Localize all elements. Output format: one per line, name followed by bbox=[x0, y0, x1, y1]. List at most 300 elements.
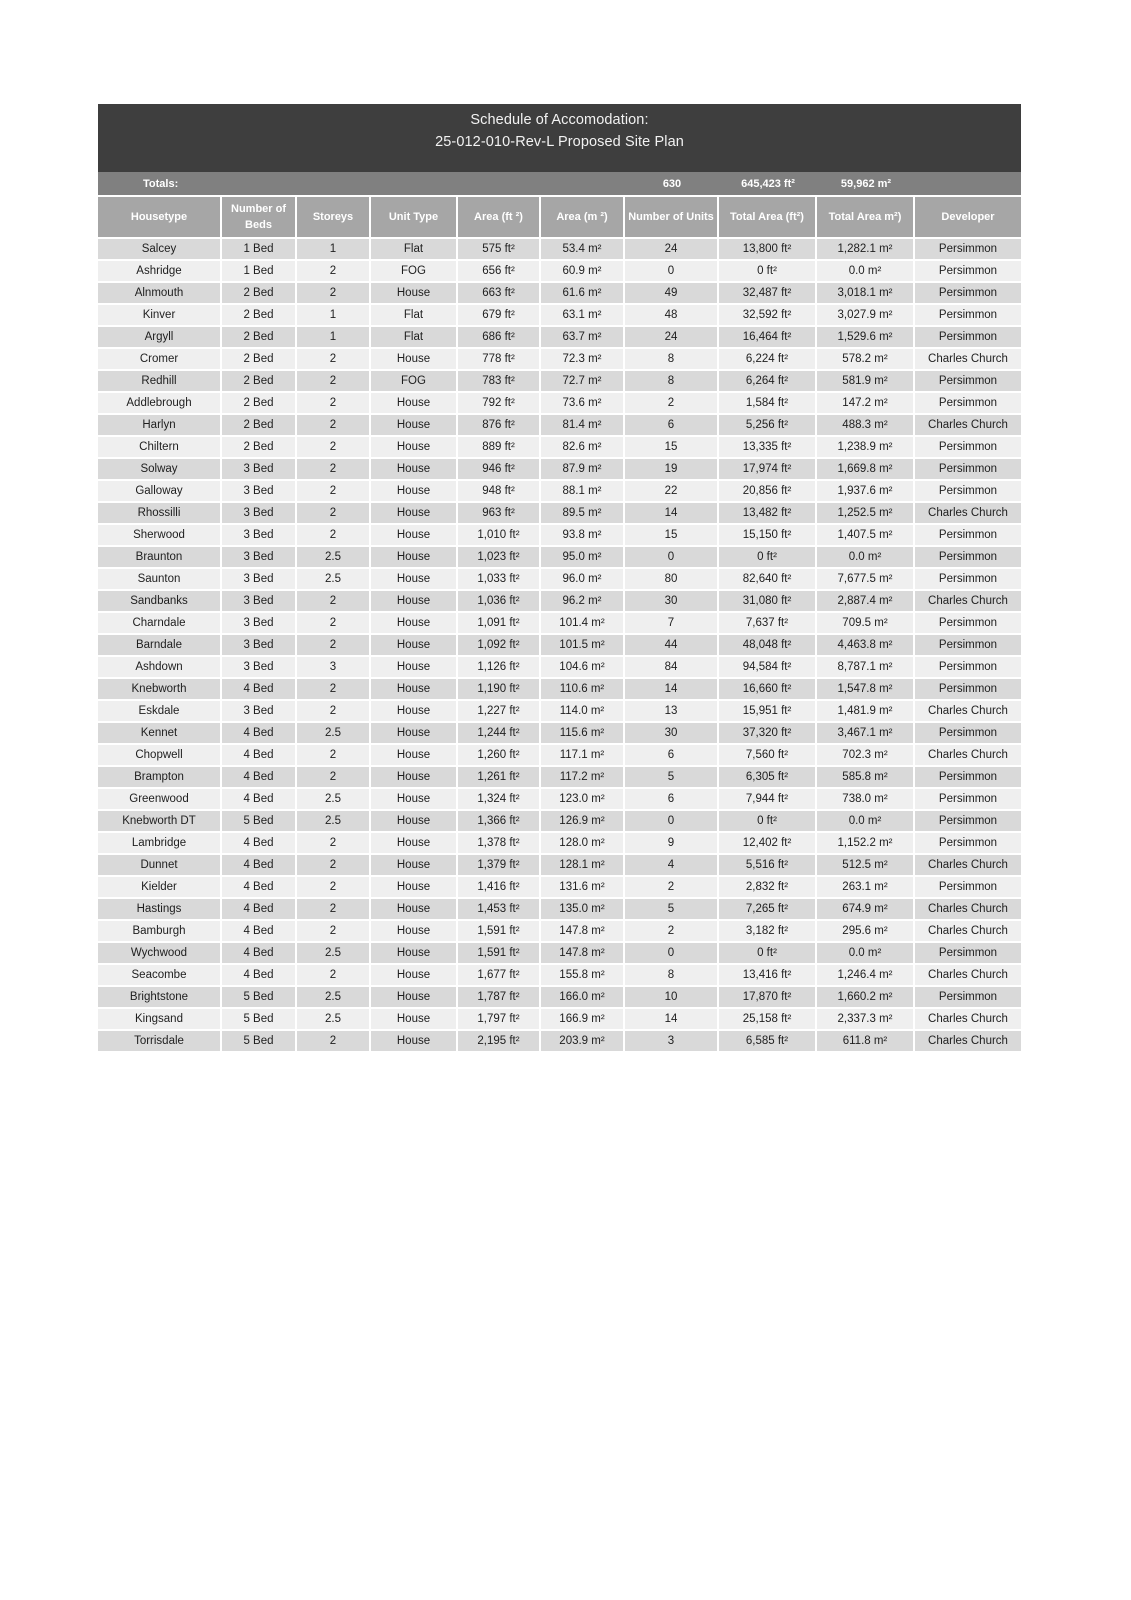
col-storeys-cell: 2.5 bbox=[297, 569, 371, 591]
col-area-ft-cell: 792 ft² bbox=[458, 393, 541, 415]
col-units-cell: 2 bbox=[625, 877, 719, 899]
table-row bbox=[98, 547, 1021, 569]
col-developer-cell: Charles Church bbox=[915, 415, 1021, 437]
table-row bbox=[98, 459, 1021, 481]
col-total-ft-cell: 94,584 ft² bbox=[719, 657, 817, 679]
col-storeys-cell: 2 bbox=[297, 635, 371, 657]
col-total-m-cell: 147.2 m² bbox=[817, 393, 915, 415]
col-unit-type-cell: House bbox=[371, 459, 458, 481]
schedule-sheet bbox=[98, 104, 1021, 1053]
col-storeys-cell: 2 bbox=[297, 349, 371, 371]
col-unit-type-cell: House bbox=[371, 1031, 458, 1053]
col-area-m-cell: 110.6 m² bbox=[541, 679, 625, 701]
col-units-cell: 24 bbox=[625, 239, 719, 261]
col-beds-cell: 5 Bed bbox=[222, 1009, 297, 1031]
col-beds-cell: 2 Bed bbox=[222, 283, 297, 305]
col-units-header: Number of Units bbox=[625, 195, 719, 239]
col-total-m-cell: 0.0 m² bbox=[817, 261, 915, 283]
col-units-cell: 3 bbox=[625, 1031, 719, 1053]
col-beds-cell: 2 Bed bbox=[222, 437, 297, 459]
table-row bbox=[98, 943, 1021, 965]
col-developer-cell: Persimmon bbox=[915, 305, 1021, 327]
col-unit-type-cell: House bbox=[371, 635, 458, 657]
table-row bbox=[98, 877, 1021, 899]
col-area-m-header: Area (m ²) bbox=[541, 195, 625, 239]
col-unit-type-cell: House bbox=[371, 943, 458, 965]
col-units-cell: 14 bbox=[625, 503, 719, 525]
col-unit-type-cell: House bbox=[371, 349, 458, 371]
table-row bbox=[98, 481, 1021, 503]
table-row bbox=[98, 679, 1021, 701]
col-units-cell: 0 bbox=[625, 547, 719, 569]
col-area-ft-cell: 1,227 ft² bbox=[458, 701, 541, 723]
col-total-ft-cell: 20,856 ft² bbox=[719, 481, 817, 503]
col-area-m-cell: 95.0 m² bbox=[541, 547, 625, 569]
col-total-ft-cell: 16,464 ft² bbox=[719, 327, 817, 349]
col-beds-cell: 2 Bed bbox=[222, 415, 297, 437]
col-developer-cell: Persimmon bbox=[915, 327, 1021, 349]
col-area-ft-cell: 1,591 ft² bbox=[458, 943, 541, 965]
col-unit-type-cell: House bbox=[371, 723, 458, 745]
col-total-ft-cell: 0 ft² bbox=[719, 943, 817, 965]
col-total-ft-cell: 16,660 ft² bbox=[719, 679, 817, 701]
col-developer-cell: Persimmon bbox=[915, 811, 1021, 833]
col-area-m-cell: 101.5 m² bbox=[541, 635, 625, 657]
col-housetype-cell: Cromer bbox=[98, 349, 222, 371]
col-beds-cell: 2 Bed bbox=[222, 393, 297, 415]
col-beds-cell: 2 Bed bbox=[222, 349, 297, 371]
col-beds-cell: 1 Bed bbox=[222, 261, 297, 283]
col-developer-cell: Persimmon bbox=[915, 657, 1021, 679]
col-beds-cell: 5 Bed bbox=[222, 987, 297, 1009]
col-total-ft-cell: 15,150 ft² bbox=[719, 525, 817, 547]
col-area-m-cell: 131.6 m² bbox=[541, 877, 625, 899]
col-area-ft-cell: 946 ft² bbox=[458, 459, 541, 481]
totals-label: Totals: bbox=[98, 172, 222, 195]
col-total-m-cell: 4,463.8 m² bbox=[817, 635, 915, 657]
col-housetype-cell: Lambridge bbox=[98, 833, 222, 855]
col-total-ft-cell: 32,592 ft² bbox=[719, 305, 817, 327]
col-housetype-cell: Kinver bbox=[98, 305, 222, 327]
col-unit-type-cell: House bbox=[371, 833, 458, 855]
col-total-ft-cell: 7,265 ft² bbox=[719, 899, 817, 921]
col-total-ft-cell: 1,584 ft² bbox=[719, 393, 817, 415]
col-area-ft-cell: 1,092 ft² bbox=[458, 635, 541, 657]
col-beds-cell: 3 Bed bbox=[222, 547, 297, 569]
col-area-ft-header: Area (ft ²) bbox=[458, 195, 541, 239]
col-storeys-cell: 2 bbox=[297, 393, 371, 415]
col-developer-cell: Persimmon bbox=[915, 525, 1021, 547]
col-area-m-cell: 88.1 m² bbox=[541, 481, 625, 503]
col-area-m-cell: 128.1 m² bbox=[541, 855, 625, 877]
col-area-m-cell: 147.8 m² bbox=[541, 943, 625, 965]
col-units-cell: 15 bbox=[625, 437, 719, 459]
col-developer-cell: Persimmon bbox=[915, 833, 1021, 855]
col-units-cell: 15 bbox=[625, 525, 719, 547]
col-total-m-cell: 3,467.1 m² bbox=[817, 723, 915, 745]
col-units-cell: 7 bbox=[625, 613, 719, 635]
col-beds-header: Number of Beds bbox=[222, 195, 297, 239]
table-row bbox=[98, 327, 1021, 349]
col-developer-cell: Charles Church bbox=[915, 921, 1021, 943]
col-housetype-cell: Chiltern bbox=[98, 437, 222, 459]
col-unit-type-cell: Flat bbox=[371, 305, 458, 327]
col-beds-cell: 3 Bed bbox=[222, 459, 297, 481]
table-row bbox=[98, 393, 1021, 415]
table-row bbox=[98, 701, 1021, 723]
col-beds-cell: 4 Bed bbox=[222, 789, 297, 811]
table-row bbox=[98, 965, 1021, 987]
col-developer-cell: Persimmon bbox=[915, 635, 1021, 657]
col-total-m-cell: 512.5 m² bbox=[817, 855, 915, 877]
col-developer-cell: Charles Church bbox=[915, 855, 1021, 877]
col-area-ft-cell: 1,126 ft² bbox=[458, 657, 541, 679]
col-housetype-cell: Brightstone bbox=[98, 987, 222, 1009]
col-beds-cell: 3 Bed bbox=[222, 591, 297, 613]
col-unit-type-cell: House bbox=[371, 855, 458, 877]
col-area-ft-cell: 2,195 ft² bbox=[458, 1031, 541, 1053]
col-total-ft-cell: 0 ft² bbox=[719, 261, 817, 283]
col-beds-cell: 3 Bed bbox=[222, 525, 297, 547]
col-developer-cell: Persimmon bbox=[915, 723, 1021, 745]
col-storeys-cell: 2 bbox=[297, 877, 371, 899]
col-area-m-cell: 104.6 m² bbox=[541, 657, 625, 679]
col-units-cell: 8 bbox=[625, 349, 719, 371]
table-row bbox=[98, 789, 1021, 811]
col-total-m-cell: 1,407.5 m² bbox=[817, 525, 915, 547]
col-developer-cell: Persimmon bbox=[915, 943, 1021, 965]
col-total-m-cell: 674.9 m² bbox=[817, 899, 915, 921]
table-row bbox=[98, 767, 1021, 789]
col-area-ft-cell: 778 ft² bbox=[458, 349, 541, 371]
col-area-m-cell: 123.0 m² bbox=[541, 789, 625, 811]
col-area-ft-cell: 1,797 ft² bbox=[458, 1009, 541, 1031]
col-developer-cell: Persimmon bbox=[915, 393, 1021, 415]
col-units-cell: 22 bbox=[625, 481, 719, 503]
col-area-m-cell: 63.1 m² bbox=[541, 305, 625, 327]
table-row bbox=[98, 349, 1021, 371]
col-storeys-cell: 2 bbox=[297, 459, 371, 481]
col-total-m-cell: 0.0 m² bbox=[817, 943, 915, 965]
table-row bbox=[98, 921, 1021, 943]
col-storeys-cell: 2.5 bbox=[297, 811, 371, 833]
col-total-ft-cell: 13,335 ft² bbox=[719, 437, 817, 459]
col-storeys-cell: 1 bbox=[297, 327, 371, 349]
col-housetype-cell: Kennet bbox=[98, 723, 222, 745]
col-total-m-cell: 2,337.3 m² bbox=[817, 1009, 915, 1031]
col-housetype-cell: Chopwell bbox=[98, 745, 222, 767]
col-housetype-cell: Harlyn bbox=[98, 415, 222, 437]
col-total-m-cell: 488.3 m² bbox=[817, 415, 915, 437]
col-developer-cell: Persimmon bbox=[915, 239, 1021, 261]
col-total-m-cell: 1,246.4 m² bbox=[817, 965, 915, 987]
col-storeys-cell: 2 bbox=[297, 855, 371, 877]
col-housetype-cell: Kingsand bbox=[98, 1009, 222, 1031]
col-total-m-cell: 702.3 m² bbox=[817, 745, 915, 767]
col-total-ft-cell: 2,832 ft² bbox=[719, 877, 817, 899]
col-total-m-cell: 8,787.1 m² bbox=[817, 657, 915, 679]
table-row bbox=[98, 613, 1021, 635]
totals-units: 630 bbox=[625, 172, 719, 195]
col-units-cell: 10 bbox=[625, 987, 719, 1009]
col-area-m-cell: 115.6 m² bbox=[541, 723, 625, 745]
col-developer-cell: Persimmon bbox=[915, 987, 1021, 1009]
col-housetype-cell: Sherwood bbox=[98, 525, 222, 547]
col-total-ft-cell: 15,951 ft² bbox=[719, 701, 817, 723]
col-total-ft-cell: 82,640 ft² bbox=[719, 569, 817, 591]
col-beds-cell: 4 Bed bbox=[222, 877, 297, 899]
col-total-m-cell: 295.6 m² bbox=[817, 921, 915, 943]
col-unit-type-cell: FOG bbox=[371, 371, 458, 393]
col-total-m-cell: 578.2 m² bbox=[817, 349, 915, 371]
col-beds-cell: 3 Bed bbox=[222, 613, 297, 635]
col-area-ft-cell: 1,091 ft² bbox=[458, 613, 541, 635]
col-total-ft-cell: 7,944 ft² bbox=[719, 789, 817, 811]
col-storeys-cell: 2 bbox=[297, 745, 371, 767]
col-unit-type-cell: House bbox=[371, 481, 458, 503]
col-housetype-cell: Addlebrough bbox=[98, 393, 222, 415]
col-units-cell: 2 bbox=[625, 921, 719, 943]
col-housetype-cell: Solway bbox=[98, 459, 222, 481]
table-row bbox=[98, 437, 1021, 459]
table-row bbox=[98, 525, 1021, 547]
col-area-m-cell: 203.9 m² bbox=[541, 1031, 625, 1053]
col-units-cell: 48 bbox=[625, 305, 719, 327]
col-units-cell: 8 bbox=[625, 965, 719, 987]
col-developer-cell: Persimmon bbox=[915, 613, 1021, 635]
col-beds-cell: 4 Bed bbox=[222, 943, 297, 965]
col-area-ft-cell: 1,033 ft² bbox=[458, 569, 541, 591]
table-row bbox=[98, 855, 1021, 877]
col-developer-cell: Persimmon bbox=[915, 437, 1021, 459]
col-units-cell: 19 bbox=[625, 459, 719, 481]
col-storeys-cell: 2 bbox=[297, 283, 371, 305]
col-storeys-cell: 2.5 bbox=[297, 789, 371, 811]
col-housetype-cell: Barndale bbox=[98, 635, 222, 657]
col-total-ft-cell: 25,158 ft² bbox=[719, 1009, 817, 1031]
col-storeys-cell: 2 bbox=[297, 1031, 371, 1053]
col-area-ft-cell: 1,261 ft² bbox=[458, 767, 541, 789]
col-developer-cell: Charles Church bbox=[915, 503, 1021, 525]
col-housetype-cell: Knebworth DT bbox=[98, 811, 222, 833]
col-storeys-cell: 2.5 bbox=[297, 723, 371, 745]
col-storeys-cell: 2 bbox=[297, 613, 371, 635]
col-storeys-cell: 2.5 bbox=[297, 1009, 371, 1031]
col-unit-type-cell: House bbox=[371, 525, 458, 547]
col-units-cell: 4 bbox=[625, 855, 719, 877]
col-area-m-cell: 96.2 m² bbox=[541, 591, 625, 613]
col-area-ft-cell: 663 ft² bbox=[458, 283, 541, 305]
col-developer-cell: Charles Church bbox=[915, 965, 1021, 987]
col-beds-cell: 4 Bed bbox=[222, 745, 297, 767]
table-row bbox=[98, 371, 1021, 393]
col-unit-type-cell: House bbox=[371, 745, 458, 767]
col-area-m-cell: 89.5 m² bbox=[541, 503, 625, 525]
col-area-m-cell: 63.7 m² bbox=[541, 327, 625, 349]
col-units-cell: 14 bbox=[625, 1009, 719, 1031]
col-housetype-cell: Kielder bbox=[98, 877, 222, 899]
col-total-ft-cell: 6,585 ft² bbox=[719, 1031, 817, 1053]
col-units-cell: 44 bbox=[625, 635, 719, 657]
table-row bbox=[98, 899, 1021, 921]
col-developer-cell: Persimmon bbox=[915, 547, 1021, 569]
col-total-m-cell: 1,152.2 m² bbox=[817, 833, 915, 855]
col-storeys-header: Storeys bbox=[297, 195, 371, 239]
col-beds-cell: 1 Bed bbox=[222, 239, 297, 261]
col-total-m-cell: 581.9 m² bbox=[817, 371, 915, 393]
col-units-cell: 80 bbox=[625, 569, 719, 591]
col-units-cell: 5 bbox=[625, 899, 719, 921]
col-housetype-cell: Bamburgh bbox=[98, 921, 222, 943]
col-housetype-cell: Sandbanks bbox=[98, 591, 222, 613]
col-developer-cell: Persimmon bbox=[915, 261, 1021, 283]
col-total-m-cell: 585.8 m² bbox=[817, 767, 915, 789]
col-area-ft-cell: 1,379 ft² bbox=[458, 855, 541, 877]
col-housetype-cell: Rhossilli bbox=[98, 503, 222, 525]
col-area-m-cell: 53.4 m² bbox=[541, 239, 625, 261]
col-units-cell: 30 bbox=[625, 591, 719, 613]
col-total-m-cell: 709.5 m² bbox=[817, 613, 915, 635]
col-unit-type-cell: Flat bbox=[371, 239, 458, 261]
col-total-m-cell: 1,481.9 m² bbox=[817, 701, 915, 723]
col-area-ft-cell: 1,366 ft² bbox=[458, 811, 541, 833]
col-developer-cell: Charles Church bbox=[915, 745, 1021, 767]
col-housetype-cell: Ashridge bbox=[98, 261, 222, 283]
col-units-cell: 0 bbox=[625, 943, 719, 965]
col-developer-cell: Persimmon bbox=[915, 767, 1021, 789]
col-beds-cell: 3 Bed bbox=[222, 701, 297, 723]
totals-area-m: 59,962 m² bbox=[817, 172, 915, 195]
table-row bbox=[98, 1031, 1021, 1053]
col-area-ft-cell: 1,190 ft² bbox=[458, 679, 541, 701]
col-housetype-cell: Argyll bbox=[98, 327, 222, 349]
col-housetype-cell: Hastings bbox=[98, 899, 222, 921]
col-storeys-cell: 2 bbox=[297, 481, 371, 503]
col-total-m-cell: 1,529.6 m² bbox=[817, 327, 915, 349]
col-developer-header: Developer bbox=[915, 195, 1021, 239]
col-beds-cell: 2 Bed bbox=[222, 327, 297, 349]
col-housetype-cell: Wychwood bbox=[98, 943, 222, 965]
col-units-cell: 30 bbox=[625, 723, 719, 745]
col-beds-cell: 4 Bed bbox=[222, 921, 297, 943]
col-beds-cell: 4 Bed bbox=[222, 833, 297, 855]
col-unit-type-cell: FOG bbox=[371, 261, 458, 283]
col-total-m-cell: 1,282.1 m² bbox=[817, 239, 915, 261]
col-area-ft-cell: 948 ft² bbox=[458, 481, 541, 503]
col-unit-type-cell: House bbox=[371, 569, 458, 591]
col-storeys-cell: 2 bbox=[297, 371, 371, 393]
col-area-ft-cell: 1,416 ft² bbox=[458, 877, 541, 899]
col-unit-type-cell: House bbox=[371, 393, 458, 415]
table-row bbox=[98, 635, 1021, 657]
col-area-m-cell: 117.2 m² bbox=[541, 767, 625, 789]
col-storeys-cell: 2 bbox=[297, 679, 371, 701]
col-housetype-cell: Torrisdale bbox=[98, 1031, 222, 1053]
col-area-m-cell: 166.0 m² bbox=[541, 987, 625, 1009]
col-area-m-cell: 128.0 m² bbox=[541, 833, 625, 855]
col-unit-type-cell: House bbox=[371, 679, 458, 701]
col-unit-type-cell: House bbox=[371, 767, 458, 789]
col-area-m-cell: 147.8 m² bbox=[541, 921, 625, 943]
table-row bbox=[98, 723, 1021, 745]
col-units-cell: 14 bbox=[625, 679, 719, 701]
col-developer-cell: Charles Church bbox=[915, 701, 1021, 723]
table-row bbox=[98, 283, 1021, 305]
col-area-m-cell: 81.4 m² bbox=[541, 415, 625, 437]
col-unit-type-cell: House bbox=[371, 789, 458, 811]
col-total-m-header: Total Area m²) bbox=[817, 195, 915, 239]
col-area-ft-cell: 1,324 ft² bbox=[458, 789, 541, 811]
col-unit-type-cell: House bbox=[371, 811, 458, 833]
col-beds-cell: 4 Bed bbox=[222, 899, 297, 921]
col-housetype-cell: Seacombe bbox=[98, 965, 222, 987]
col-beds-cell: 3 Bed bbox=[222, 657, 297, 679]
col-units-cell: 8 bbox=[625, 371, 719, 393]
col-storeys-cell: 2 bbox=[297, 965, 371, 987]
table-row bbox=[98, 745, 1021, 767]
col-total-m-cell: 3,018.1 m² bbox=[817, 283, 915, 305]
table-row bbox=[98, 261, 1021, 283]
col-area-m-cell: 72.3 m² bbox=[541, 349, 625, 371]
col-total-m-cell: 611.8 m² bbox=[817, 1031, 915, 1053]
col-total-ft-cell: 0 ft² bbox=[719, 547, 817, 569]
col-area-m-cell: 117.1 m² bbox=[541, 745, 625, 767]
col-storeys-cell: 2 bbox=[297, 591, 371, 613]
col-total-ft-cell: 48,048 ft² bbox=[719, 635, 817, 657]
col-area-ft-cell: 679 ft² bbox=[458, 305, 541, 327]
col-beds-cell: 4 Bed bbox=[222, 965, 297, 987]
col-storeys-cell: 2.5 bbox=[297, 987, 371, 1009]
table-row bbox=[98, 503, 1021, 525]
col-unit-type-cell: House bbox=[371, 1009, 458, 1031]
col-unit-type-cell: House bbox=[371, 283, 458, 305]
col-housetype-cell: Salcey bbox=[98, 239, 222, 261]
col-total-m-cell: 2,887.4 m² bbox=[817, 591, 915, 613]
col-housetype-cell: Galloway bbox=[98, 481, 222, 503]
col-units-cell: 6 bbox=[625, 789, 719, 811]
col-area-ft-cell: 1,787 ft² bbox=[458, 987, 541, 1009]
col-area-m-cell: 72.7 m² bbox=[541, 371, 625, 393]
col-total-ft-cell: 7,560 ft² bbox=[719, 745, 817, 767]
col-developer-cell: Persimmon bbox=[915, 459, 1021, 481]
col-developer-cell: Persimmon bbox=[915, 481, 1021, 503]
col-housetype-cell: Charndale bbox=[98, 613, 222, 635]
col-area-m-cell: 126.9 m² bbox=[541, 811, 625, 833]
col-storeys-cell: 2 bbox=[297, 701, 371, 723]
col-total-ft-cell: 7,637 ft² bbox=[719, 613, 817, 635]
table-row bbox=[98, 591, 1021, 613]
col-area-ft-cell: 686 ft² bbox=[458, 327, 541, 349]
col-total-m-cell: 1,252.5 m² bbox=[817, 503, 915, 525]
col-developer-cell: Persimmon bbox=[915, 371, 1021, 393]
totals-area-ft: 645,423 ft² bbox=[719, 172, 817, 195]
col-unit-type-cell: Flat bbox=[371, 327, 458, 349]
col-area-m-cell: 60.9 m² bbox=[541, 261, 625, 283]
col-total-ft-cell: 5,256 ft² bbox=[719, 415, 817, 437]
col-units-cell: 84 bbox=[625, 657, 719, 679]
col-area-ft-cell: 1,036 ft² bbox=[458, 591, 541, 613]
col-developer-cell: Persimmon bbox=[915, 679, 1021, 701]
col-units-cell: 5 bbox=[625, 767, 719, 789]
col-area-ft-cell: 1,378 ft² bbox=[458, 833, 541, 855]
col-storeys-cell: 2 bbox=[297, 503, 371, 525]
col-units-cell: 9 bbox=[625, 833, 719, 855]
col-area-m-cell: 93.8 m² bbox=[541, 525, 625, 547]
col-storeys-cell: 2 bbox=[297, 437, 371, 459]
col-housetype-cell: Redhill bbox=[98, 371, 222, 393]
col-units-cell: 13 bbox=[625, 701, 719, 723]
col-area-ft-cell: 1,453 ft² bbox=[458, 899, 541, 921]
